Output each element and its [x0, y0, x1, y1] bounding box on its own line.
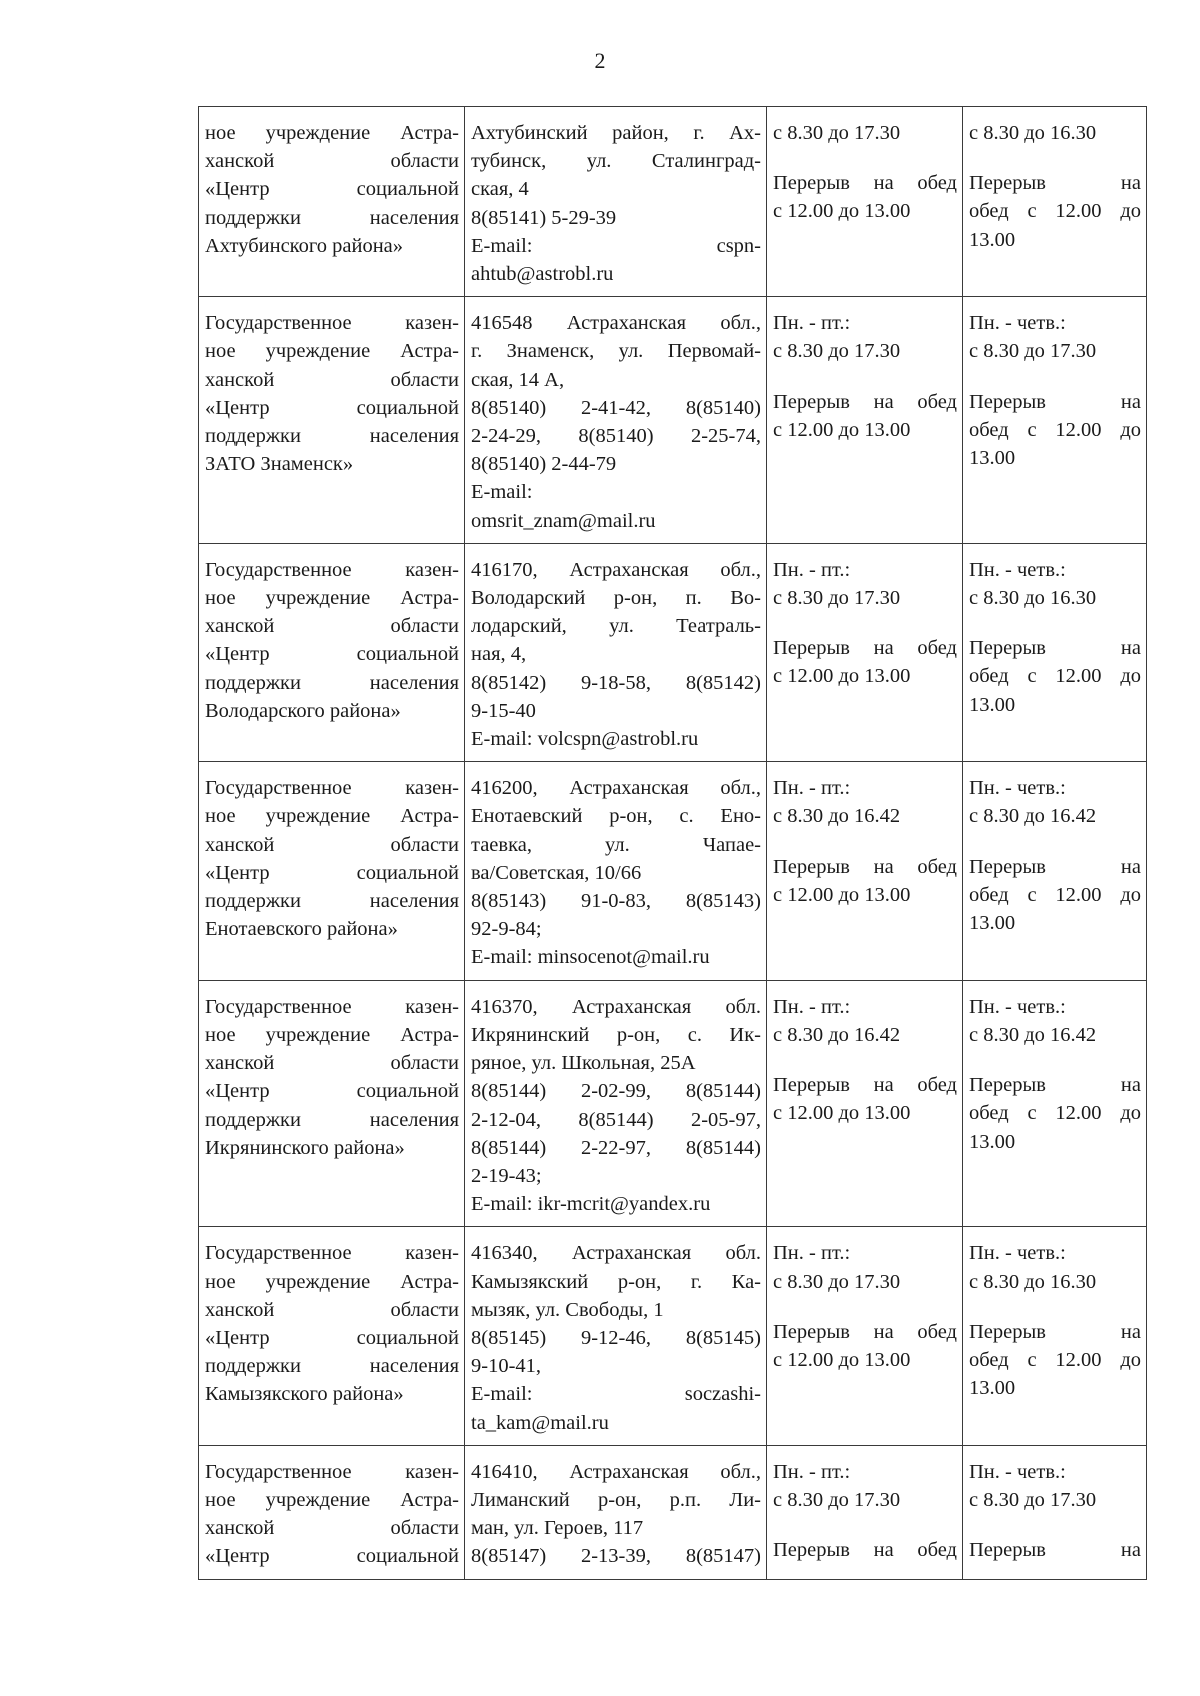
table-row [199, 297, 1147, 544]
address-line: 9-10-41, [471, 1355, 542, 1378]
address-line: E-mail: cspn- [471, 234, 761, 257]
org-cell-line: «Центр социальной [205, 1326, 459, 1349]
friday-hours: с 8.30 до 17.30 [969, 340, 1097, 363]
org-cell [199, 1445, 465, 1579]
address-cell [465, 107, 767, 297]
org-cell [199, 762, 465, 980]
address-line: мызяк, ул. Свободы, 1 [471, 1298, 664, 1321]
address-line: 416340, Астраханская обл. [471, 1242, 761, 1265]
org-cell-line: «Центр социальной [205, 178, 459, 201]
address-line: 92-9-84; [471, 918, 542, 941]
friday-break-line: 13.00 [969, 912, 1016, 935]
org-cell-line: ЗАТО Знаменск» [205, 453, 354, 476]
org-cell [199, 980, 465, 1227]
weekday-break-hours: с 12.00 до 13.00 [773, 418, 911, 441]
weekday-days: Пн. - пт.: [773, 558, 851, 581]
friday-schedule-cell [963, 297, 1147, 544]
weekday-hours: с 8.30 до 17.30 [773, 122, 901, 144]
address-line: тубинск, ул. Сталинград- [471, 150, 761, 173]
friday-schedule-cell [963, 1227, 1147, 1445]
friday-hours: с 8.30 до 16.42 [969, 1023, 1097, 1046]
org-cell-line: Государственное казен- [205, 995, 459, 1018]
address-cell [465, 1445, 767, 1579]
address-line: E-mail: soczashi- [471, 1383, 761, 1406]
org-cell-line: ное учреждение Астра- [205, 587, 459, 610]
address-line: 9-15-40 [471, 699, 536, 722]
weekday-schedule-cell [767, 543, 963, 761]
address-line: 8(85147) 2-13-39, 8(85147) [471, 1545, 761, 1568]
address-line: Володарский р-он, п. Во- [471, 587, 761, 610]
org-cell-line: Государственное казен- [205, 1460, 459, 1483]
org-cell-line: поддержки населения [205, 1108, 459, 1131]
friday-break-line: 13.00 [969, 1130, 1016, 1153]
org-cell-line: ное учреждение Астра- [205, 1488, 459, 1511]
org-cell-line: ханской области [205, 368, 459, 391]
friday-break-line: обед с 12.00 до [969, 200, 1141, 223]
address-line: Енотаевский р-он, с. Ено- [471, 805, 761, 828]
table-row [199, 980, 1147, 1227]
org-cell-line: «Центр социальной [205, 1080, 459, 1103]
address-line: omsrit_znam@mail.ru [471, 509, 656, 532]
org-cell-line: «Центр социальной [205, 861, 459, 884]
address-line: 8(85142) 9-18-58, 8(85142) [471, 671, 761, 694]
org-cell-line: Володарского района» [205, 699, 401, 722]
address-cell [465, 980, 767, 1227]
address-line: ская, 14 А, [471, 368, 565, 391]
org-cell-line: ное учреждение Астра- [205, 805, 459, 828]
friday-break-line: Перерыв на [969, 1074, 1141, 1097]
org-cell-line: поддержки населения [205, 206, 459, 229]
table-row [199, 543, 1147, 761]
address-line: Лиманский р-он, р.п. Ли- [471, 1488, 761, 1511]
address-line: г. Знаменск, ул. Первомай- [471, 340, 761, 363]
weekday-schedule-cell [767, 762, 963, 980]
table-row [199, 1445, 1147, 1579]
address-line: 8(85140) 2-44-79 [471, 453, 617, 476]
org-cell-line: Ахтубинского района» [205, 234, 404, 257]
weekday-break-label: Перерыв на обед [773, 637, 957, 660]
friday-schedule-cell [963, 762, 1147, 980]
address-line: 8(85144) 2-22-97, 8(85144) [471, 1136, 761, 1159]
org-cell-line: ное учреждение Астра- [205, 1023, 459, 1046]
friday-hours: с 8.30 до 16.42 [969, 805, 1097, 828]
weekday-days: Пн. - пт.: [773, 312, 851, 335]
weekday-break-label: Перерыв на обед [773, 390, 957, 413]
friday-days: Пн. - четв.: [969, 312, 1066, 335]
address-line: лодарский, ул. Театраль- [471, 615, 761, 638]
friday-break-line: обед с 12.00 до [969, 418, 1141, 441]
address-line: Ахтубинский район, г. Ах- [471, 122, 761, 144]
address-line: 416170, Астраханская обл., [471, 558, 761, 581]
table-row [199, 1227, 1147, 1445]
table-row [199, 107, 1147, 297]
weekday-hours: с 8.30 до 17.30 [773, 1488, 901, 1511]
org-cell-line: ное учреждение Астра- [205, 340, 459, 363]
weekday-hours: с 8.30 до 17.30 [773, 1270, 901, 1293]
org-cell-line: ханской области [205, 150, 459, 173]
weekday-hours: с 8.30 до 16.42 [773, 1023, 901, 1046]
friday-hours: с 8.30 до 16.30 [969, 122, 1097, 144]
weekday-break-label: Перерыв на обед [773, 172, 957, 195]
address-line: ман, ул. Героев, 117 [471, 1517, 644, 1540]
address-line: ва/Советская, 10/66 [471, 861, 642, 884]
address-line: ная, 4, [471, 643, 527, 666]
org-cell-line: ное учреждение Астра- [205, 122, 459, 144]
org-cell [199, 297, 465, 544]
address-line: таевка, ул. Чапае- [471, 833, 761, 856]
weekday-break-hours: с 12.00 до 13.00 [773, 200, 911, 223]
weekday-break-label: Перерыв на обед [773, 855, 957, 878]
friday-schedule-cell [963, 980, 1147, 1227]
friday-days: Пн. - четв.: [969, 558, 1066, 581]
address-cell [465, 297, 767, 544]
org-cell-line: поддержки населения [205, 1355, 459, 1378]
address-line: Икрянинский р-он, с. Ик- [471, 1023, 761, 1046]
weekday-schedule-cell [767, 1227, 963, 1445]
weekday-hours: с 8.30 до 16.42 [773, 805, 901, 828]
weekday-break-hours: с 12.00 до 13.00 [773, 1348, 911, 1371]
address-line: Камызякский р-он, г. Ка- [471, 1270, 761, 1293]
weekday-days: Пн. - пт.: [773, 1242, 851, 1265]
friday-break-line: Перерыв на [969, 637, 1141, 660]
table-body [199, 107, 1147, 1580]
table-row [199, 762, 1147, 980]
address-line: 416370, Астраханская обл. [471, 995, 761, 1018]
friday-break-line: обед с 12.00 до [969, 665, 1141, 688]
weekday-days: Пн. - пт.: [773, 1460, 851, 1483]
org-cell-line: ханской области [205, 615, 459, 638]
address-line: E-mail: ikr-mcrit@yandex.ru [471, 1193, 711, 1216]
friday-break-line: Перерыв на [969, 172, 1141, 195]
page-number: 2 [594, 48, 606, 73]
friday-hours: с 8.30 до 16.30 [969, 587, 1097, 610]
weekday-schedule-cell [767, 980, 963, 1227]
address-line: E-mail: volcspn@astrobl.ru [471, 728, 699, 751]
weekday-break-hours: с 12.00 до 13.00 [773, 665, 911, 688]
address-line: ahtub@astrobl.ru [471, 263, 614, 286]
friday-break-line: 13.00 [969, 1377, 1016, 1400]
address-line: 8(85140) 2-41-42, 8(85140) [471, 396, 761, 419]
weekday-break-label: Перерыв на обед [773, 1320, 957, 1343]
address-cell [465, 1227, 767, 1445]
org-cell-line: Государственное казен- [205, 558, 459, 581]
org-cell-line: ханской области [205, 1052, 459, 1075]
friday-break-line: Перерыв на [969, 1320, 1141, 1343]
friday-days: Пн. - четв.: [969, 995, 1066, 1018]
address-line: 8(85144) 2-02-99, 8(85144) [471, 1080, 761, 1103]
weekday-break-hours: с 12.00 до 13.00 [773, 1102, 911, 1125]
address-line: 2-24-29, 8(85140) 2-25-74, [471, 425, 761, 448]
address-line: E-mail: [471, 481, 533, 504]
address-line: 2-12-04, 8(85144) 2-05-97, [471, 1108, 761, 1131]
address-line: 2-19-43; [471, 1164, 542, 1187]
org-cell-line: поддержки населения [205, 425, 459, 448]
org-cell [199, 1227, 465, 1445]
address-line: 8(85145) 9-12-46, 8(85145) [471, 1326, 761, 1349]
friday-break-line: 13.00 [969, 228, 1016, 251]
address-cell [465, 762, 767, 980]
weekday-schedule-cell [767, 297, 963, 544]
friday-schedule-cell [963, 543, 1147, 761]
weekday-days: Пн. - пт.: [773, 995, 851, 1018]
friday-break-line: обед с 12.00 до [969, 883, 1141, 906]
address-line: ская, 4 [471, 178, 529, 201]
address-cell [465, 543, 767, 761]
address-line: 416548 Астраханская обл., [471, 312, 761, 335]
institutions-table [198, 106, 1147, 1580]
weekday-schedule-cell [767, 1445, 963, 1579]
org-cell-line: Государственное казен- [205, 312, 459, 335]
address-line: 416410, Астраханская обл., [471, 1460, 761, 1483]
address-line: ta_kam@mail.ru [471, 1411, 609, 1434]
org-cell-line: Икрянинского района» [205, 1136, 405, 1159]
org-cell-line: Камызякского района» [205, 1383, 404, 1406]
org-cell-line: ханской области [205, 1517, 459, 1540]
address-line: ряное, ул. Школьная, 25А [471, 1052, 696, 1075]
address-line: 416200, Астраханская обл., [471, 777, 761, 800]
weekday-schedule-cell [767, 107, 963, 297]
org-cell-line: Государственное казен- [205, 777, 459, 800]
org-cell-line: ханской области [205, 1298, 459, 1321]
address-line: E-mail: minsocenot@mail.ru [471, 946, 710, 969]
weekday-break-hours: с 12.00 до 13.00 [773, 883, 911, 906]
weekday-hours: с 8.30 до 17.30 [773, 340, 901, 363]
friday-break-line: 13.00 [969, 693, 1016, 716]
org-cell-line: Государственное казен- [205, 1242, 459, 1265]
org-cell-line: ханской области [205, 833, 459, 856]
friday-break-line: 13.00 [969, 447, 1016, 470]
friday-schedule-cell [963, 1445, 1147, 1579]
org-cell [199, 107, 465, 297]
org-cell-line: ное учреждение Астра- [205, 1270, 459, 1293]
org-cell-line: «Центр социальной [205, 1545, 459, 1568]
friday-break-line: обед с 12.00 до [969, 1348, 1141, 1371]
org-cell-line: поддержки населения [205, 671, 459, 694]
friday-days: Пн. - четв.: [969, 777, 1066, 800]
org-cell [199, 543, 465, 761]
address-line: 8(85143) 91-0-83, 8(85143) [471, 890, 761, 913]
org-cell-line: Енотаевского района» [205, 918, 398, 941]
org-cell-line: «Центр социальной [205, 643, 459, 666]
friday-days: Пн. - четв.: [969, 1242, 1066, 1265]
friday-break-line: Перерыв на [969, 1539, 1141, 1562]
weekday-break-label: Перерыв на обед [773, 1539, 957, 1562]
friday-schedule-cell [963, 107, 1147, 297]
friday-days: Пн. - четв.: [969, 1460, 1066, 1483]
weekday-break-label: Перерыв на обед [773, 1074, 957, 1097]
friday-break-line: Перерыв на [969, 390, 1141, 413]
friday-hours: с 8.30 до 17.30 [969, 1488, 1097, 1511]
weekday-days: Пн. - пт.: [773, 777, 851, 800]
org-cell-line: «Центр социальной [205, 396, 459, 419]
friday-break-line: обед с 12.00 до [969, 1102, 1141, 1125]
friday-hours: с 8.30 до 16.30 [969, 1270, 1097, 1293]
weekday-hours: с 8.30 до 17.30 [773, 587, 901, 610]
org-cell-line: поддержки населения [205, 890, 459, 913]
address-line: 8(85141) 5-29-39 [471, 206, 617, 229]
friday-break-line: Перерыв на [969, 855, 1141, 878]
